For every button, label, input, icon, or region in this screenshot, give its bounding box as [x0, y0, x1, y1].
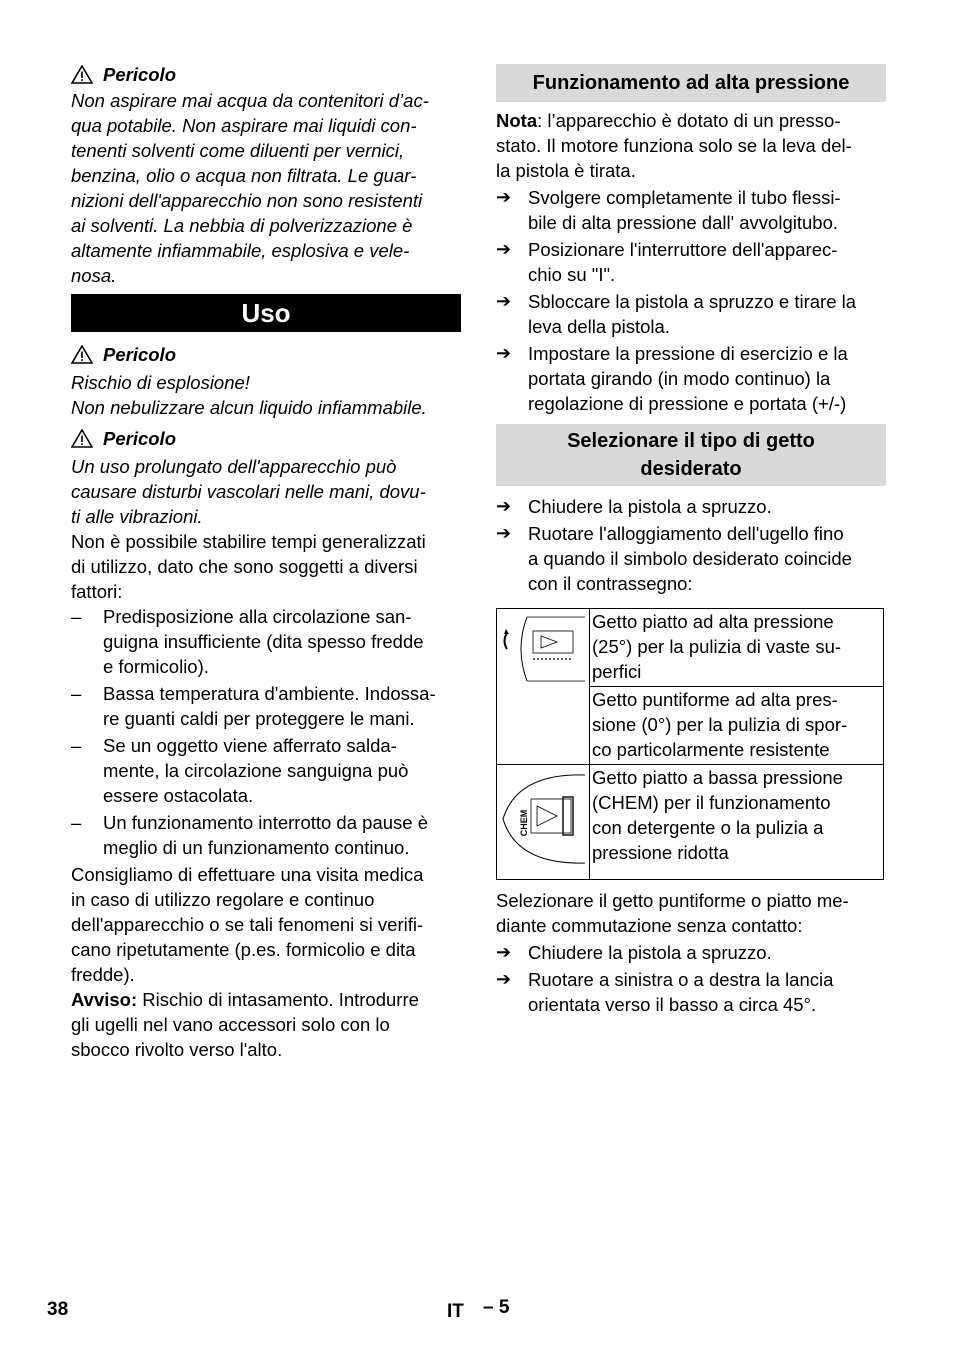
note-paragraph: Nota: l’apparecchio è dotato di un presso- stato. Il motore funziona solo se la leva del- la pistola è tirata. — [496, 110, 852, 181]
step-item: ➔ Posizionare l'interruttore dell'apparec- chio su "I". — [496, 239, 838, 285]
arrow-icon: ➔ — [496, 496, 512, 516]
list-item: – Se un oggetto viene afferrato salda- mente, la circolazione sanguigna può essere ostacolata. — [71, 735, 409, 806]
warning-text: Non aspirare mai acqua da contenitori d’ac- qua potabile. Non aspirare mai liquidi con- tenenti solventi come diluenti per vernici, benzina, olio o acqua non filtrata. Le guar- nizioni dell'apparecchio non sono resistenti ai solventi. La nebbia di polverizzazione è altamente infiammabile, esplosiva e vele- nosa. — [71, 90, 429, 286]
warning-heading — [71, 60, 461, 88]
nozzle-image-chem — [497, 765, 590, 880]
language-code: IT — [447, 1301, 464, 1322]
warning-title: Pericolo — [103, 63, 176, 85]
warning-icon — [71, 345, 93, 364]
body-paragraph: Non è possibile stabilire tempi generalizzati di utilizzo, dato che sono soggetti a diversi fattori: — [71, 531, 426, 602]
section-heading: Selezionare il tipo di getto desiderato — [496, 424, 886, 486]
arrow-icon: ➔ — [496, 523, 512, 543]
step-item: ➔ Sbloccare la pistola a spruzzo e tirare la leva della pistola. — [496, 291, 857, 337]
arrow-icon: ➔ — [496, 942, 512, 962]
step-item: ➔ Chiudere la pistola a spruzzo. — [496, 942, 772, 963]
step-item: ➔ Impostare la pressione di esercizio e la portata girando (in modo continuo) la regolazione di pressione e portata (+/-) — [496, 343, 848, 414]
warning-title: Pericolo — [103, 427, 176, 449]
body-paragraph: Selezionare il getto puntiforme o piatto me- diante commutazione senza contatto: — [496, 890, 849, 936]
right-column — [496, 60, 886, 1017]
section-title: Uso — [71, 294, 461, 332]
arrow-icon: ➔ — [496, 187, 512, 207]
table-row — [497, 609, 884, 687]
chem-label: CHEM — [519, 809, 529, 837]
nozzle-table — [496, 608, 884, 880]
list-item: – Predisposizione alla circolazione san- guigna insufficiente (dita spesso fredde e formicolio). — [71, 606, 424, 677]
warning-text: Un uso prolungato dell'apparecchio può causare disturbi vascolari nelle mani, dovu- ti alle vibrazioni. — [71, 456, 426, 527]
table-cell: Getto puntiforme ad alta pres- sione (0°) per la pulizia di spor- co particolarmente resistente — [590, 687, 884, 765]
note-label: Nota — [496, 110, 538, 131]
warning-icon — [71, 429, 93, 448]
warning-title: Pericolo — [103, 343, 176, 365]
step-item: ➔ Chiudere la pistola a spruzzo. — [496, 496, 772, 517]
warning-heading — [71, 424, 461, 452]
step-item: ➔ Svolgere completamente il tubo flessi- bile di alta pressione dall' avvolgitubo. — [496, 187, 841, 233]
step-item: ➔ Ruotare l'alloggiamento dell'ugello fino a quando il simbolo desiderato coincide con il contrassegno: — [496, 523, 852, 594]
warning-icon — [71, 65, 93, 84]
sub-page-number: – 5 — [483, 1297, 510, 1318]
dash-bullet: – — [71, 735, 82, 756]
warning-text: Rischio di esplosione! Non nebulizzare alcun liquido infiammabile. — [71, 372, 427, 418]
table-row — [497, 765, 884, 880]
nozzle-image-high — [497, 609, 590, 765]
step-item: ➔ Ruotare a sinistra o a destra la lancia orientata verso il basso a circa 45°. — [496, 969, 834, 1015]
arrow-icon: ➔ — [496, 343, 512, 363]
table-cell: Getto piatto ad alta pressione (25°) per la pulizia di vaste su- perfici — [590, 609, 884, 687]
nozzle-chem-icon — [497, 765, 589, 873]
dash-bullet: – — [71, 606, 82, 627]
nozzle-high-pressure-icon — [497, 609, 589, 689]
dash-bullet: – — [71, 812, 82, 833]
list-item: – Bassa temperatura d'ambiente. Indossa- re guanti caldi per proteggere le mani. — [71, 683, 436, 729]
list-item: – Un funzionamento interrotto da pause è meglio di un funzionamento continuo. — [71, 812, 428, 858]
section-heading: Funzionamento ad alta pressione — [496, 64, 886, 102]
dash-bullet: – — [71, 683, 82, 704]
table-cell: Getto piatto a bassa pressione (CHEM) per il funzionamento con detergente o la pulizia a pressione ridotta — [590, 765, 884, 880]
arrow-icon: ➔ — [496, 969, 512, 989]
page-number: 38 — [47, 1299, 69, 1320]
notice-paragraph: Avviso: Rischio di intasamento. Introdurre gli ugelli nel vano accessori solo con lo sbocco rivolto verso l'alto. — [71, 989, 419, 1060]
notice-label: Avviso: — [71, 989, 138, 1010]
body-paragraph: Consigliamo di effettuare una visita medica in caso di utilizzo regolare e continuo dell'apparecchio o se tali fenomeni si verifi- cano ripetutamente (p.es. formicolio e dita fredde). — [71, 864, 424, 985]
arrow-icon: ➔ — [496, 239, 512, 259]
arrow-icon: ➔ — [496, 291, 512, 311]
warning-heading — [71, 340, 461, 368]
left-column — [71, 60, 461, 1062]
